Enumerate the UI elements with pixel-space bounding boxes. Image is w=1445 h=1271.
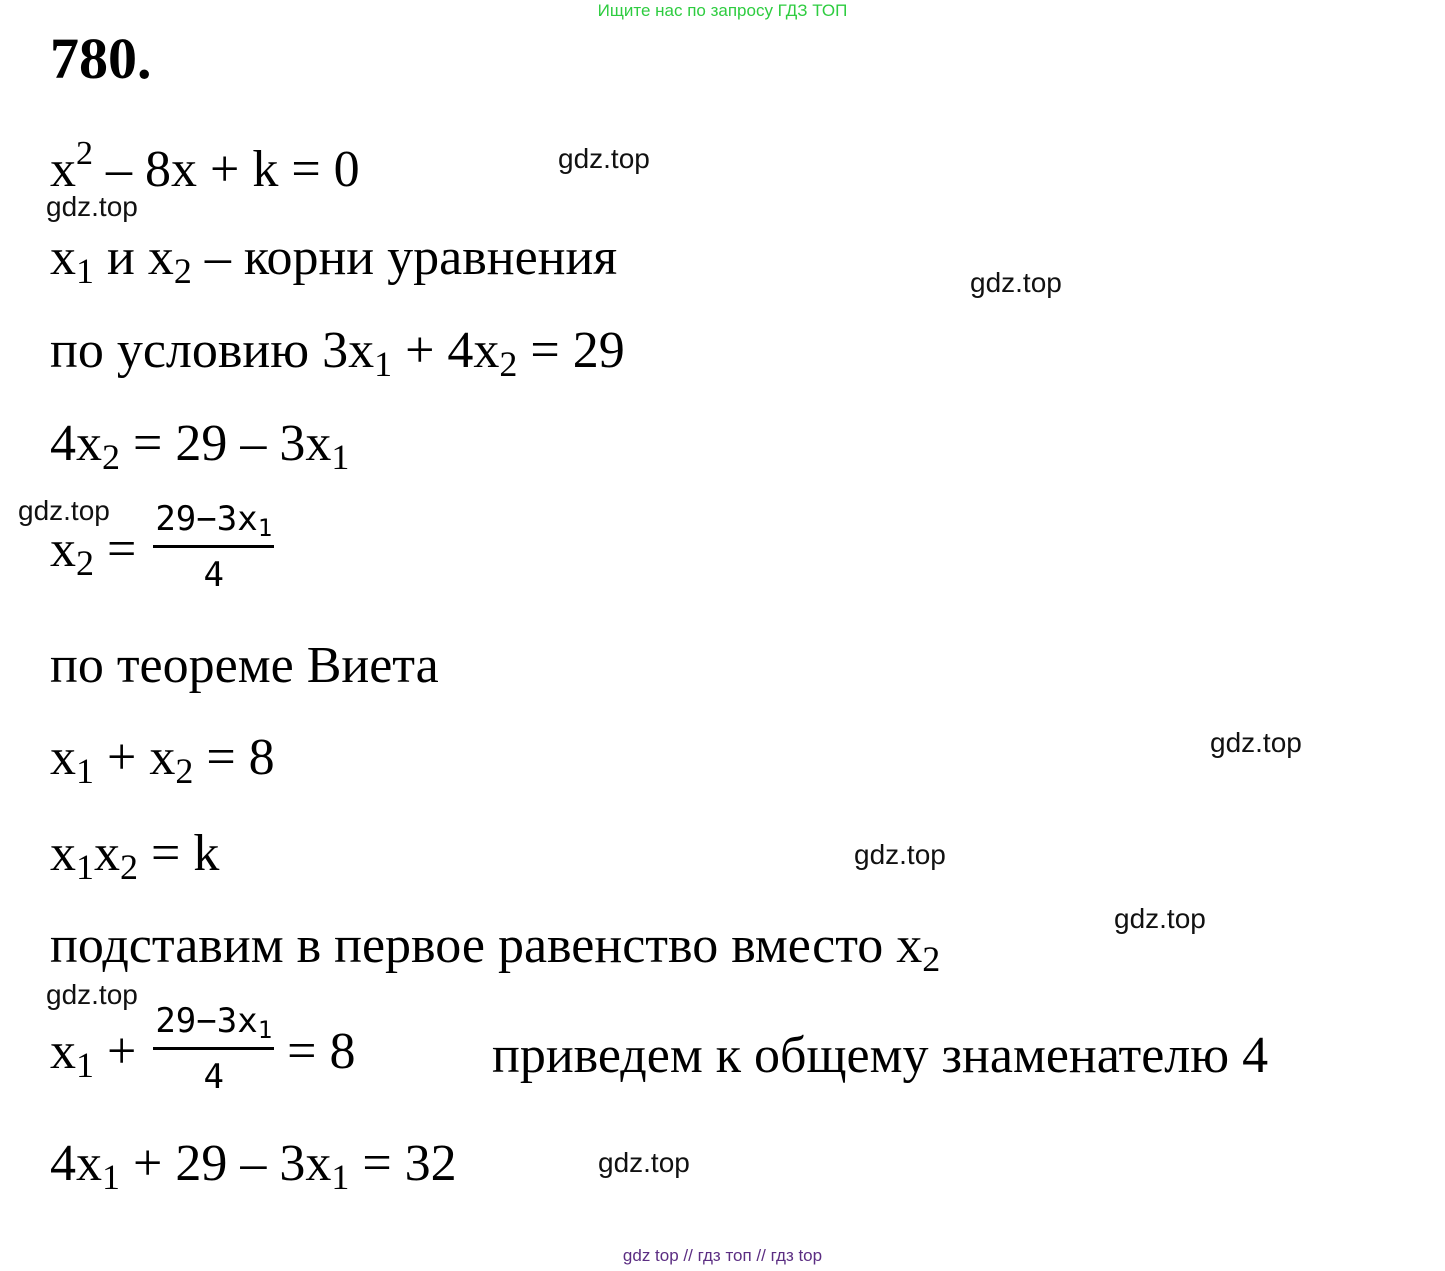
equation-line-9: подставим в первое равенство вместо $x_2$ bbox=[50, 917, 941, 979]
fraction-denominator: 4 bbox=[203, 1057, 224, 1098]
watermark: gdz.top bbox=[854, 839, 946, 870]
equation-line-7: $x_1 + x_2 = 8$ bbox=[50, 729, 275, 791]
watermark: gdz.top bbox=[970, 267, 1062, 298]
equation-line-1: $x^2 - 8x + k = 0$ bbox=[50, 135, 360, 198]
watermark: gdz.top bbox=[18, 495, 110, 526]
equation-line-5: $x_2$ = $\frac{29-3x1}{4}$ bbox=[50, 499, 273, 596]
fraction bbox=[153, 499, 274, 596]
watermark: gdz.top bbox=[1114, 903, 1206, 934]
equation-line-10: $x_1$ + $\frac{29-3x1}{4}$ = 8 bbox=[50, 1001, 356, 1098]
problem-number: 780. bbox=[50, 26, 152, 91]
equation-line-2: $x_1$ и $x_2$ – корни уравнения bbox=[50, 229, 618, 291]
watermark: gdz.top bbox=[558, 143, 650, 174]
watermark: gdz.top bbox=[46, 191, 138, 222]
watermark: gdz.top bbox=[598, 1147, 690, 1178]
fraction bbox=[153, 1001, 274, 1098]
equation-line-8: $x_1x_2 = k$ bbox=[50, 825, 220, 887]
fraction-numerator: 29−3x1 bbox=[153, 1004, 274, 1050]
equation-line-6: по теореме Виета bbox=[50, 637, 439, 694]
fraction-denominator: 4 bbox=[203, 555, 224, 596]
equation-line-4: $4x_2 = 29 - 3x_1$ bbox=[50, 415, 350, 477]
watermark: gdz.top bbox=[46, 979, 138, 1010]
equation-note: приведем к общему знаменателю 4 bbox=[492, 1027, 1269, 1084]
footer: gdz top // гдз топ // гдз top bbox=[622, 1246, 823, 1265]
top-banner: Ищите нас по запросу ГДЗ ТОП bbox=[597, 1, 848, 20]
equation-line-3: по условию $3x_1 + 4x_2 = 29$ bbox=[50, 322, 625, 384]
watermark: gdz.top bbox=[1210, 727, 1302, 758]
equation-line-11: $4x_1 + 29 - 3x_1 = 32$ bbox=[50, 1135, 457, 1197]
fraction-numerator: 29−3x1 bbox=[153, 502, 274, 548]
